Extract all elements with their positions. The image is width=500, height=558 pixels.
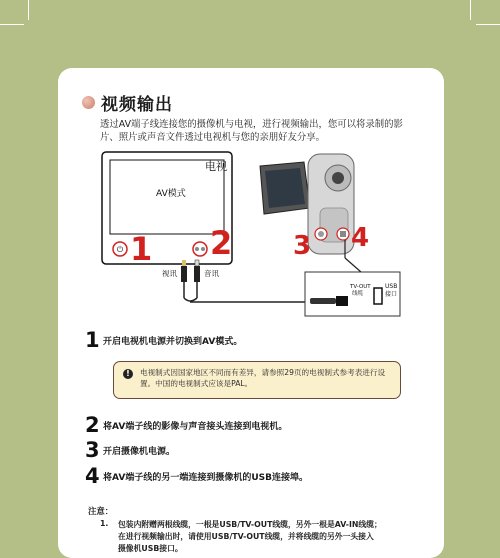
crop-mark: [0, 24, 24, 25]
notice-box: [113, 361, 401, 399]
step-number: 2: [85, 413, 100, 437]
step-text: 开启摄像机电源。: [103, 446, 176, 457]
step-number: 1: [85, 328, 100, 352]
step-number: 4: [85, 464, 100, 488]
warning-icon: !: [123, 369, 133, 379]
notes-item-number: 1.: [100, 519, 109, 528]
content-card: [58, 68, 444, 558]
audio-label: 音讯: [204, 269, 219, 278]
step-text: 开启电视机电源并切换到AV模式。: [103, 336, 243, 347]
connector-label-line2: 线缆: [352, 291, 364, 297]
crop-mark: [476, 24, 500, 25]
notes-line-1: 包装内附赠两根线缆，一根是USB/TV-OUT线缆，另外一根是AV-IN线缆；: [118, 520, 382, 529]
connection-diagram: [58, 148, 444, 328]
tv-mode-label: AV模式: [156, 189, 186, 199]
callout-4: 4: [351, 223, 370, 253]
notes-line-2: 在进行视频输出时，请使用USB/TV-OUT线缆，并将线缆的另外一头接入: [118, 532, 374, 541]
video-label: 视讯: [162, 269, 177, 278]
crop-mark: [470, 0, 471, 20]
title-row: [82, 90, 173, 115]
av-cable: [162, 260, 313, 308]
tv-illustration: [102, 152, 232, 268]
callout-2: 2: [210, 224, 233, 262]
notice-text: 电视制式因国家地区不同而有差异，请参照29页的电视制式参考表进行设置。中国的电视制式应该是PAL。: [140, 368, 386, 388]
step-1: [85, 330, 242, 350]
step-2: [85, 415, 287, 435]
port-label-line2: 接口: [385, 291, 398, 298]
step-3: [85, 440, 175, 460]
step-4: [85, 466, 308, 486]
connector-label-line1: TV-OUT: [350, 284, 371, 290]
step-text: 将AV端子线的另一端连接到摄像机的USB连接埠。: [103, 472, 308, 483]
bullet-icon: [82, 96, 95, 109]
tv-label: 电视: [205, 160, 227, 173]
port-label-line1: USB: [385, 283, 398, 290]
svg-text:⏻: ⏻: [116, 245, 124, 254]
step-text: 将AV端子线的影像与声音接头连接到电视机。: [103, 421, 288, 432]
connector-closeup: [305, 272, 400, 316]
callout-1: 1: [130, 230, 153, 268]
notes-title: 注意：: [88, 506, 114, 516]
camera-illustration: [260, 154, 369, 272]
intro-text: 透过AV端子线连接您的摄像机与电视，进行视频输出，您可以将录制的影片、照片或声音文件透过电视机与您的亲朋好友分享。: [100, 119, 403, 143]
callout-3: 3: [293, 231, 312, 261]
page-title: 视频输出: [101, 95, 173, 115]
crop-mark: [28, 0, 29, 20]
notes-line-3: 摄像机USB接口。: [118, 544, 183, 553]
step-number: 3: [85, 438, 100, 462]
